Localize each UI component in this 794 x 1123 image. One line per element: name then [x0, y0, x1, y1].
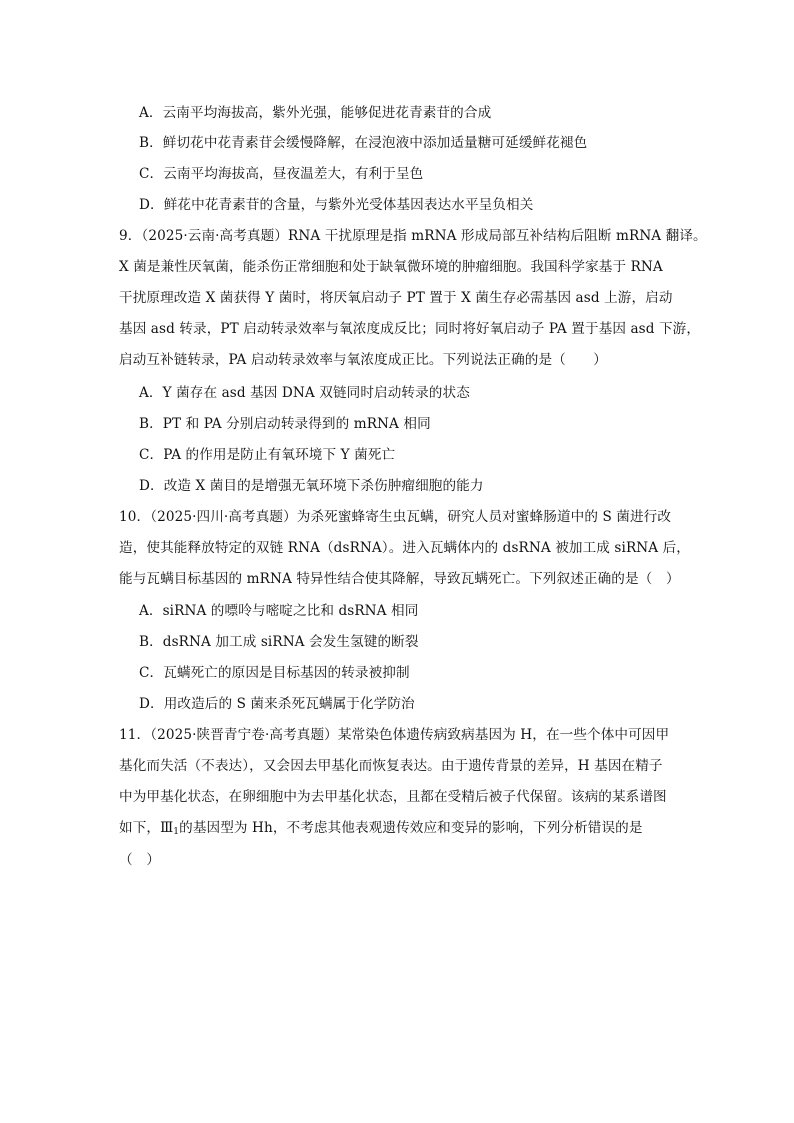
q10-option-c: C．瓦螨死亡的原因是目标基因的转录被抑制 — [139, 665, 410, 681]
q11-stem-line-1: 11．（2025·陕晋青宁卷·高考真题）某常染色体遗传病致病基因为 H，在一些个体中可因甲 — [119, 727, 670, 743]
q10-option-d: D．用改造后的 S 菌来杀死瓦螨属于化学防治 — [139, 696, 415, 712]
q10-stem-line-3: 能与瓦螨目标基因的 mRNA 特异性结合使其降解，导致瓦螨死亡。下列叙述正确的是（ ） — [119, 571, 680, 587]
q11-line4-subscript: 1 — [173, 827, 180, 837]
q10-stem-line-2: 造，使其能释放特定的双链 RNA（dsRNA）。进入瓦螨体内的 dsRNA 被加工成 siRNA 后， — [119, 540, 690, 556]
q11-stem-line-4 — [119, 818, 643, 842]
q10-stem-line-1: 10．（2025·四川·高考真题）为杀死蜜蜂寄生虫瓦螨，研究人员对蜜蜂肠道中的 S 菌进行改 — [119, 509, 672, 525]
q9-stem-line-5: 启动互补链转录，PA 启动转录效率与氧浓度成正比。下列说法正确的是（ ） — [119, 352, 607, 368]
q11-line4-prefix: 如下，Ⅲ — [119, 820, 174, 836]
q9-stem-line-3: 干扰原理改造 X 菌获得 Y 菌时，将厌氧启动子 PT 置于 X 菌生存必需基因 asd 上游，启动 — [119, 290, 673, 306]
q9-option-d: D．改造 X 菌目的是增强无氧环境下杀伤肿瘤细胞的能力 — [139, 478, 484, 494]
q8-option-d: D．鲜花中花青素苷的含量，与紫外光受体基因表达水平呈负相关 — [139, 197, 534, 213]
q10-option-b: B．dsRNA 加工成 siRNA 会发生氢键的断裂 — [139, 634, 419, 650]
q8-option-c: C．云南平均海拔高，昼夜温差大，有利于呈色 — [139, 166, 424, 182]
q9-option-a: A．Y 菌存在 asd 基因 DNA 双链同时启动转录的状态 — [139, 385, 470, 401]
q9-stem-line-1: 9．（2025·云南·高考真题）RNA 干扰原理是指 mRNA 形成局部互补结构后阻断 mRNA 翻译。 — [119, 228, 707, 244]
q11-line4-suffix: 的基因型为 Hh，不考虑其他表观遗传效应和变异的影响，下列分析错误的是 — [179, 820, 643, 836]
q11-answer-blank: （ ） — [119, 852, 161, 868]
q8-option-b: B．鲜切花中花青素苷会缓慢降解，在浸泡液中添加适量糖可延缓鲜花褪色 — [139, 135, 588, 151]
q10-option-a: A．siRNA 的嘌呤与嘧啶之比和 dsRNA 相同 — [139, 603, 419, 619]
q9-stem-line-4: 基因 asd 转录，PT 启动转录效率与氧浓度成反比；同时将好氧启动子 PA 置于基因 asd 下游， — [119, 321, 701, 337]
q9-stem-line-2: X 菌是兼性厌氧菌，能杀伤正常细胞和处于缺氧微环境的肿瘤细胞。我国科学家基于 RNA — [119, 259, 663, 275]
q9-option-b: B．PT 和 PA 分别启动转录得到的 mRNA 相同 — [139, 416, 431, 432]
q11-stem-line-2: 基化而失活（不表达），又会因去甲基化而恢复表达。由于遗传背景的差异，H 基因在精子 — [119, 758, 663, 774]
q9-option-c: C．PA 的作用是防止有氧环境下 Y 菌死亡 — [139, 447, 396, 463]
q11-stem-line-3: 中为甲基化状态，在卵细胞中为去甲基化状态，且都在受精后被子代保留。该病的某系谱图 — [119, 789, 667, 805]
q8-option-a: A．云南平均海拔高，紫外光强，能够促进花青素苷的合成 — [139, 105, 492, 121]
